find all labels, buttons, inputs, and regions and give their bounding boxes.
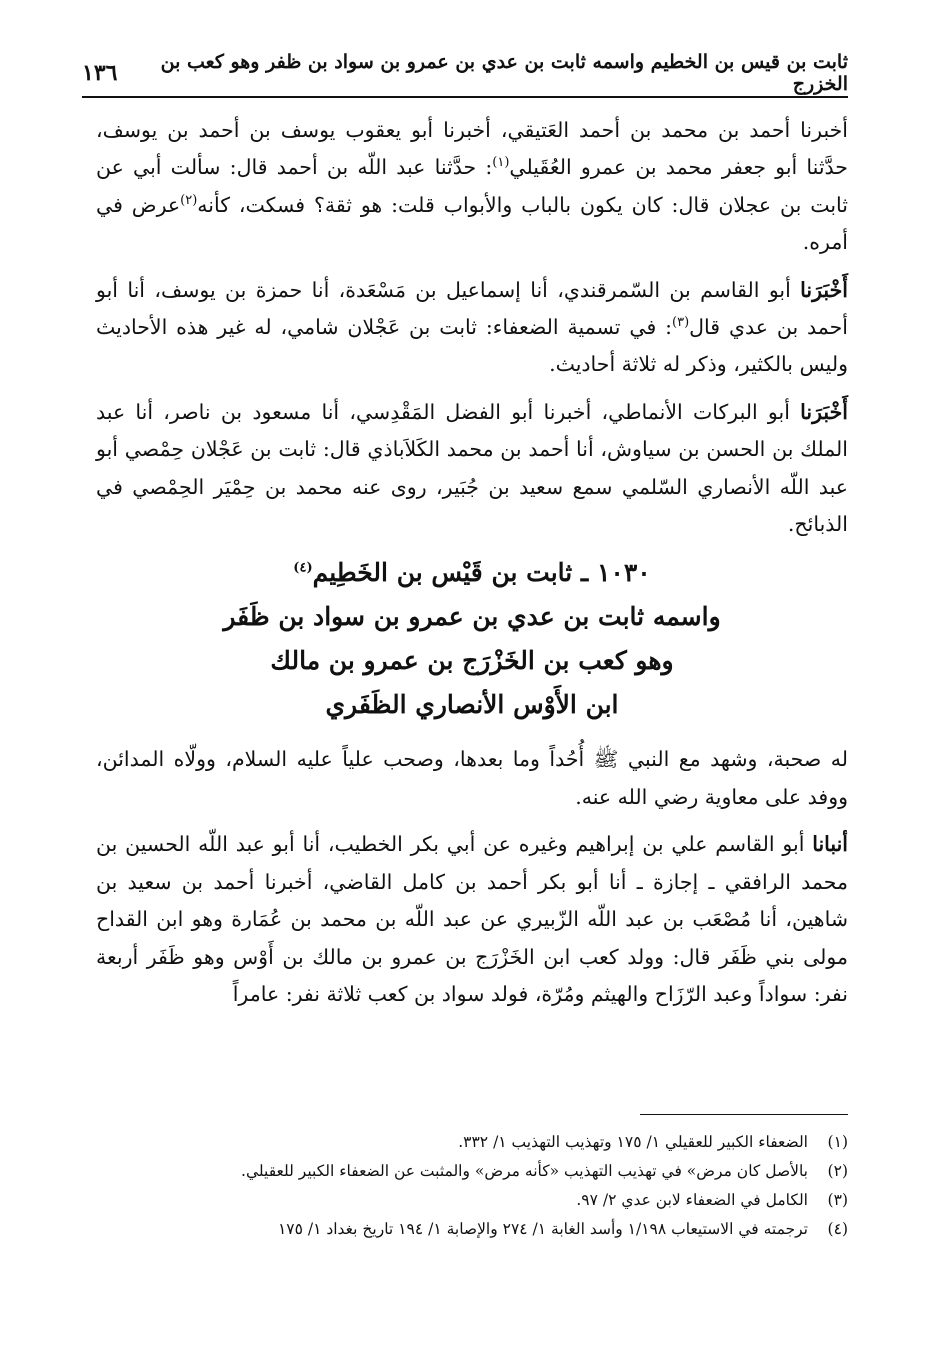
paragraph-5 xyxy=(96,826,848,1013)
entry-heading-line-4: ابن الأَوْس الأنصاري الظَفَري xyxy=(325,690,619,720)
footnote-text: الضعفاء الكبير للعقيلي ١/ ١٧٥ وتهذيب التهذيب ١/ ٣٣٢. xyxy=(458,1133,808,1151)
paragraph-lead: أنبانا xyxy=(812,832,848,857)
footnote-ref-4: (٤) xyxy=(293,561,313,577)
footnote-number: (٢) xyxy=(827,1162,848,1180)
entry-heading-line-2: واسمه ثابت بن عدي بن عمرو بن سواد بن ظَفَر xyxy=(223,602,721,632)
footnote-separator xyxy=(640,1114,848,1115)
paragraph-text: أبو القاسم علي بن إبراهيم وغيره عن أبي بكر الخطيب، أنا أبو عبد اللّه الحسين بن محمد الرافقي ـ إجازة ـ أنا أبو بكر أحمد بن كامل القاضي، أخبرنا أحمد بن سعيد بن شاهين، أنا مُصْعَب بن عبد اللّه الزّبيري عن عبد اللّه بن محمد بن عُمَارة وهو ابن القداح مولى بني ظَفَر قال: وولد كعب ابن الخَزْرَج بن عمرو بن مالك بن أَوْس وهو ظَفَر أربعة نفر: سواداً وعبد الرّزَاح والهيثم ومُرّة، فولد سواد بن كعب ثلاثة نفر: عامراً xyxy=(96,832,848,1006)
paragraph-1 xyxy=(96,112,848,262)
footnote-2 xyxy=(150,1157,848,1186)
running-title: ثابت بن قيس بن الخطيم واسمه ثابت بن عدي بن عمرو بن سواد بن ظفر وهو كعب بن الخزرج xyxy=(160,51,848,95)
paragraph-2 xyxy=(96,272,848,384)
entry-heading xyxy=(96,551,848,727)
footnote-text: الكامل في الضعفاء لابن عدي ٢/ ٩٧. xyxy=(576,1191,808,1209)
footnote-number: (٤) xyxy=(827,1220,848,1238)
footnote-number: (٣) xyxy=(827,1191,848,1209)
page-number: ١٣٦ xyxy=(82,60,118,86)
footnote-number: (١) xyxy=(827,1133,848,1151)
footnote-ref-2: (٢) xyxy=(180,192,198,208)
paragraph-text: : حدَّثنا عبد اللّه بن أحمد قال: سألت أبي عن ثابت بن عجلان قال: كان يكون بالباب والأبواب قلت: هو ثقة؟ فسكت، كأنه xyxy=(96,155,848,217)
paragraph-lead: أَخْبَرَنا xyxy=(800,277,848,302)
footnote-ref-1: (١) xyxy=(492,155,510,171)
main-text xyxy=(96,112,848,1013)
footnote-1 xyxy=(150,1128,848,1157)
paragraph-text: : في تسمية الضعفاء: ثابت بن عَجْلان شامي، له غير هذه الأحاديث وليس بالكثير، وذكر له ثلاثة أحاديث. xyxy=(96,315,848,377)
footnote-3 xyxy=(150,1186,848,1215)
paragraph-lead: أَخْبَرَنا xyxy=(800,399,848,424)
paragraph-text: أخبرنا أحمد بن محمد بن أحمد العَتيقي، أخبرنا أبو يعقوب يوسف بن أحمد بن يوسف، حدَّثنا أبو جعفر محمد بن عمرو العُقَيلي xyxy=(96,118,848,180)
footnote-text: ترجمته في الاستيعاب ١/١٩٨ وأسد الغابة ١/ ٢٧٤ والإصابة ١/ ١٩٤ تاريخ بغداد ١/ ١٧٥ xyxy=(277,1220,808,1238)
paragraph-3 xyxy=(96,394,848,544)
footnotes xyxy=(150,1128,848,1244)
paragraph-text: أبو القاسم بن السّمرقندي، أنا إسماعيل بن مَسْعَدة، أنا حمزة بن يوسف، أنا أبو أحمد بن عدي قال xyxy=(96,277,848,340)
paragraph-text: عرض في أمره. xyxy=(96,192,848,255)
footnote-4 xyxy=(150,1215,848,1244)
paragraph-text: أبو البركات الأنماطي، أخبرنا أبو الفضل المَقْدِسي، أنا مسعود بن ناصر، أنا عبد الملك بن الحسن بن سياوش، أنا أحمد بن محمد الكَلاَباذي قال: ثابت بن عَجْلان حِمْصي أبو عبد اللّه الأنصاري السّلمي سمع سعيد بن جُبَير، روى عنه محمد بن حِمْيَر الحِمْصي في الذبائح. xyxy=(96,399,848,537)
header-rule xyxy=(82,96,848,98)
footnote-ref-3: (٣) xyxy=(672,315,690,331)
entry-number-and-name: ١٠٣٠ ـ ثابت بن قَيْس بن الخَطِيم xyxy=(312,558,651,588)
entry-heading-line-3: وهو كعب بن الخَزْرَج بن عمرو بن مالك xyxy=(270,646,674,676)
paragraph-4 xyxy=(96,741,848,816)
paragraph-text: له صحبة، وشهد مع النبي ﷺ أُحُداً وما بعدها، وصحب علياً عليه السلام، وولّاه المدائن، ووفد على معاوية رضي الله عنه. xyxy=(96,747,848,809)
footnote-text: بالأصل كان مرض» في تهذيب التهذيب «كأنه مرض» والمثبت عن الضعفاء الكبير للعقيلي. xyxy=(241,1162,808,1180)
entry-heading-line-1 xyxy=(96,551,848,595)
running-header xyxy=(82,52,848,94)
